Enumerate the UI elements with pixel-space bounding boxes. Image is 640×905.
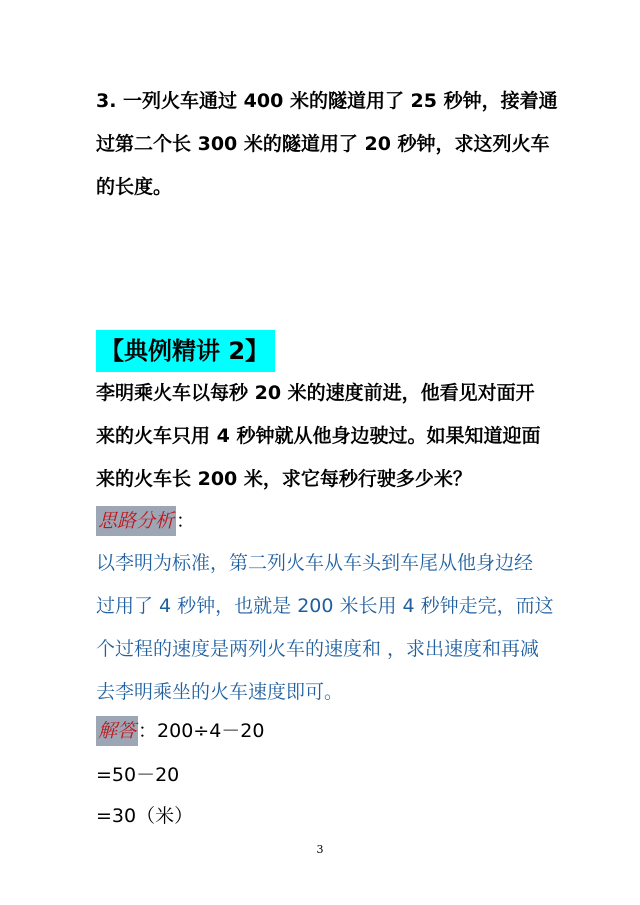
problem3-line-1: 3. 一列火车通过 400 米的隧道用了 25 秒钟，接着通 bbox=[96, 90, 558, 112]
analysis-label-row bbox=[96, 506, 195, 536]
example-question-line-2: 来的火车只用 4 秒钟就从他身边驶过。如果知道迎面 bbox=[96, 425, 541, 447]
answer-expression: 200÷4－20 bbox=[157, 720, 265, 742]
problem3-line-2: 过第二个长 300 米的隧道用了 20 秒钟，求这列火车 bbox=[96, 133, 550, 155]
example-question-line-3: 来的火车长 200 米，求它每秒行驶多少米？ bbox=[96, 468, 472, 490]
answer-step-1: =50－20 bbox=[96, 764, 180, 786]
answer-label: 解答 bbox=[96, 716, 138, 746]
analysis-label: 思路分析 bbox=[96, 506, 176, 536]
problem3-line-3: 的长度。 bbox=[96, 176, 173, 198]
analysis-label-colon: ： bbox=[176, 510, 196, 532]
answer-step-2: =30（米） bbox=[96, 805, 194, 827]
analysis-line-1: 以李明为标准，第二列火车从车头到车尾从他身边经 bbox=[96, 552, 534, 574]
answer-row bbox=[96, 716, 264, 746]
analysis-line-2: 过用了 4 秒钟，也就是 200 米长用 4 秒钟走完，而这 bbox=[96, 595, 554, 617]
analysis-line-3: 个过程的速度是两列火车的速度和 ，求出速度和再减 bbox=[96, 638, 540, 660]
example-heading: 【典例精讲 2】 bbox=[96, 330, 275, 372]
answer-label-colon: ： bbox=[138, 720, 158, 742]
example-question-line-1: 李明乘火车以每秒 20 米的速度前进，他看见对面开 bbox=[96, 382, 535, 404]
page-number: 3 bbox=[316, 843, 324, 856]
analysis-line-4: 去李明乘坐的火车速度即可。 bbox=[96, 681, 344, 703]
